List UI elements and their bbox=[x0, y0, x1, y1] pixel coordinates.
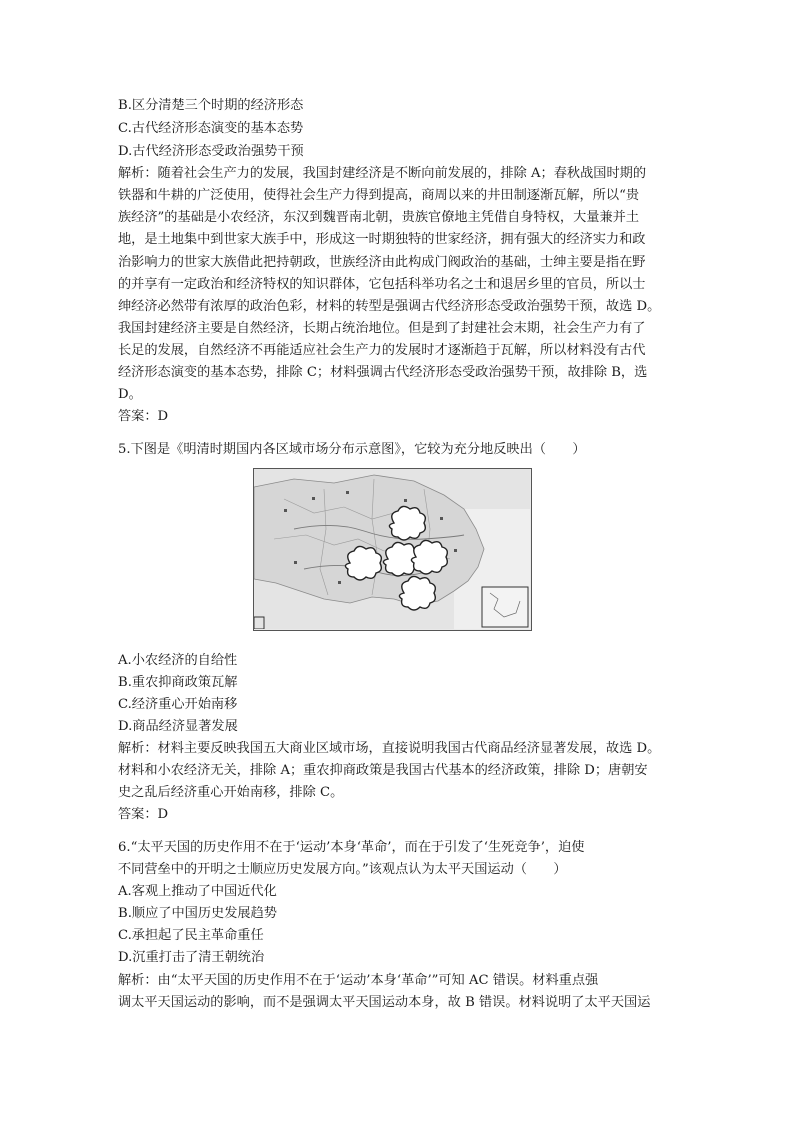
q6-stem-line: 不同营垒中的开明之士顺应历史发展方向。”该观点认为太平天国运动（ ） bbox=[118, 862, 567, 877]
q4-analysis-line: 长足的发展，自然经济不再能适应社会生产力的发展时才逐渐趋于瓦解，所以材料没有古代 bbox=[118, 343, 646, 358]
q6-stem-line: 6.“太平天国的历史作用不在于‘运动’本身‘革命’，而在于引发了‘生死竞争’，迫使 bbox=[118, 840, 585, 855]
q6-option-d: D.沉重打击了清王朝统治 bbox=[118, 950, 265, 965]
q5-answer: 答案：D bbox=[118, 807, 169, 822]
q4-analysis-line: 我国封建经济主要是自然经济，长期占统治地位。但是到了封建社会末期，社会生产力有了 bbox=[118, 321, 646, 336]
q4-analysis-line: 的并享有一定政治和经济特权的知识群体，它包括科举功名之士和退居乡里的官员，所以士 bbox=[118, 277, 646, 292]
q4-option-b: B.区分清楚三个时期的经济形态 bbox=[118, 98, 304, 113]
q6-analysis-line: 调太平天国运动的影响，而不是强调太平天国运动本身，故 B 错误。材料说明了太平天国运 bbox=[118, 995, 651, 1010]
map-illustration bbox=[254, 469, 530, 629]
q4-analysis-line: 治影响力的世家大族借此把持朝政，世族经济由此构成门阀政治的基础，士绅主要是指在野 bbox=[118, 255, 646, 270]
q4-analysis-line: 解析：随着社会生产力的发展，我国封建经济是不断向前发展的，排除 A；春秋战国时期的 bbox=[118, 166, 647, 181]
q5-analysis-line: 解析：材料主要反映我国五大商业区域市场，直接说明我国古代商品经济显著发展，故选 D。 bbox=[118, 741, 661, 756]
q4-option-c: C.古代经济形态演变的基本态势 bbox=[118, 121, 304, 136]
q4-analysis-line: 地，是土地集中到世家大族手中，形成这一时期独特的世家经济，拥有强大的经济实力和政 bbox=[118, 232, 646, 247]
q4-answer: 答案：D bbox=[118, 409, 169, 424]
q6-option-c: C.承担起了民主革命重任 bbox=[118, 928, 264, 943]
q5-stem: 5.下图是《明清时期国内各区域市场分布示意图》，它较为充分地反映出（ ） bbox=[118, 442, 586, 457]
q5-option-c: C.经济重心开始南移 bbox=[118, 697, 238, 712]
q4-analysis-line: 铁器和牛耕的广泛使用，使得社会生产力得到提高，商周以来的井田制逐渐瓦解，所以“贵 bbox=[118, 188, 640, 203]
q6-option-a: A.客观上推动了中国近代化 bbox=[118, 884, 277, 899]
q5-analysis-line: 材料和小农经济无关，排除 A；重农抑商政策是我国古代基本的经济政策，排除 D；唐朝安 bbox=[118, 763, 648, 778]
q4-analysis-line: D。 bbox=[118, 387, 142, 402]
q5-option-d: D.商品经济显著发展 bbox=[118, 719, 238, 734]
q6-option-b: B.顺应了中国历史发展趋势 bbox=[118, 906, 277, 921]
q4-option-d: D.古代经济形态受政治强势干预 bbox=[118, 144, 304, 159]
market-distribution-map bbox=[253, 468, 532, 631]
q5-option-b: B.重农抑商政策瓦解 bbox=[118, 675, 238, 690]
q6-analysis-line: 解析：由“太平天国的历史作用不在于‘运动’本身‘革命’”可知 AC 错误。材料重点强 bbox=[118, 973, 599, 988]
q4-analysis-line: 绅经济必然带有浓厚的政治色彩，材料的转型是强调古代经济形态受政治强势干预，故选 D。 bbox=[118, 299, 661, 314]
q4-analysis-line: 经济形态演变的基本态势，排除 C；材料强调古代经济形态受政治强势干预，故排除 B，选 bbox=[118, 365, 648, 380]
q5-option-a: A.小农经济的自给性 bbox=[118, 653, 238, 668]
q4-analysis-line: 族经济”的基础是小农经济，东汉到魏晋南北朝，贵族官僚地主凭借自身特权，大量兼并土 bbox=[118, 210, 640, 225]
q5-analysis-line: 史之乱后经济重心开始南移，排除 C。 bbox=[118, 785, 344, 800]
